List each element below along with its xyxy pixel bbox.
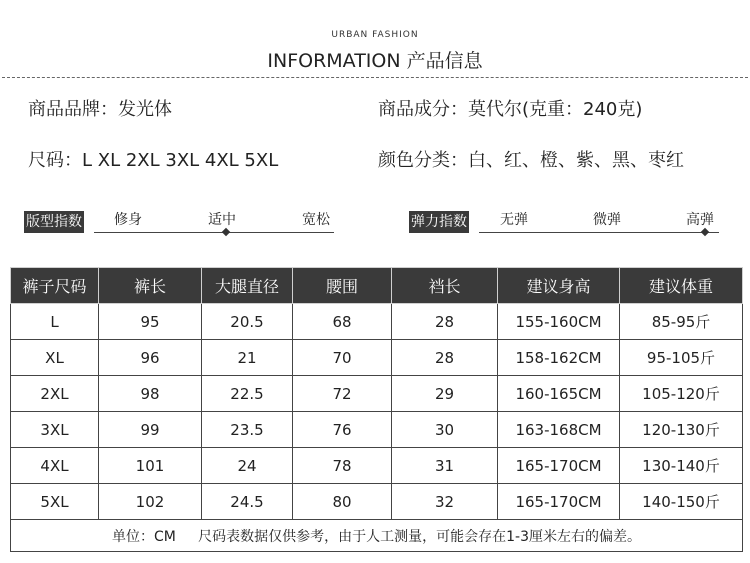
table-cell: 85-95斤 xyxy=(620,304,743,340)
column-header: 建议体重 xyxy=(620,268,743,304)
header-subtitle: URBAN FASHION xyxy=(331,30,419,40)
table-cell: 95 xyxy=(99,304,202,340)
table-cell: 68 xyxy=(293,304,392,340)
table-cell: 99 xyxy=(99,412,202,448)
table-row xyxy=(11,340,743,376)
table-cell: 72 xyxy=(293,376,392,412)
elastic-option-slight: 微弹 xyxy=(593,212,621,228)
table-cell: 30 xyxy=(392,412,498,448)
table-cell: 4XL xyxy=(11,448,99,484)
column-header: 裤长 xyxy=(99,268,202,304)
table-cell: 32 xyxy=(392,484,498,520)
table-header-row xyxy=(11,268,743,304)
column-header: 裤子尺码 xyxy=(11,268,99,304)
size-table xyxy=(10,267,743,552)
fit-selected-marker xyxy=(222,228,230,236)
table-cell: 20.5 xyxy=(202,304,293,340)
table-cell: 160-165CM xyxy=(498,376,620,412)
table-cell: 28 xyxy=(392,340,498,376)
table-note-row xyxy=(11,520,743,552)
elastic-scale-line xyxy=(479,232,719,233)
table-row xyxy=(11,484,743,520)
fit-option-regular: 适中 xyxy=(208,212,236,228)
table-cell: 70 xyxy=(293,340,392,376)
table-cell: 2XL xyxy=(11,376,99,412)
elastic-option-none: 无弹 xyxy=(500,212,528,228)
table-cell: 130-140斤 xyxy=(620,448,743,484)
info-brand: 商品品牌：发光体 xyxy=(28,99,172,120)
dashed-divider xyxy=(2,77,748,78)
table-cell: 165-170CM xyxy=(498,448,620,484)
info-sizes: 尺码：L XL 2XL 3XL 4XL 5XL xyxy=(28,150,279,171)
table-cell: 22.5 xyxy=(202,376,293,412)
fit-scale-line xyxy=(94,232,334,233)
elastic-scale-label: 弹力指数 xyxy=(409,211,469,233)
table-cell: 96 xyxy=(99,340,202,376)
table-cell: 95-105斤 xyxy=(620,340,743,376)
page-title: INFORMATION 产品信息 xyxy=(267,50,483,72)
info-material: 商品成分：莫代尔(克重：240克) xyxy=(378,99,643,120)
table-cell: 76 xyxy=(293,412,392,448)
table-cell: 80 xyxy=(293,484,392,520)
fit-option-slim: 修身 xyxy=(114,212,142,228)
table-cell: 120-130斤 xyxy=(620,412,743,448)
table-cell: 163-168CM xyxy=(498,412,620,448)
table-cell: 101 xyxy=(99,448,202,484)
table-cell: 78 xyxy=(293,448,392,484)
table-cell: 98 xyxy=(99,376,202,412)
table-cell: 105-120斤 xyxy=(620,376,743,412)
table-cell: 165-170CM xyxy=(498,484,620,520)
table-row xyxy=(11,412,743,448)
fit-option-loose: 宽松 xyxy=(302,212,330,228)
fit-scale-label: 版型指数 xyxy=(24,211,84,233)
column-header: 腰围 xyxy=(293,268,392,304)
table-cell: 28 xyxy=(392,304,498,340)
table-cell: 24.5 xyxy=(202,484,293,520)
table-cell: XL xyxy=(11,340,99,376)
info-colors: 颜色分类：白、红、橙、紫、黑、枣红 xyxy=(378,150,684,171)
table-cell: 23.5 xyxy=(202,412,293,448)
table-cell: 140-150斤 xyxy=(620,484,743,520)
table-cell: 21 xyxy=(202,340,293,376)
table-row xyxy=(11,448,743,484)
table-note: 单位：CM 尺码表数据仅供参考，由于人工测量，可能会存在1-3厘米左右的偏差。 xyxy=(11,520,743,552)
table-cell: 24 xyxy=(202,448,293,484)
table-cell: 155-160CM xyxy=(498,304,620,340)
table-cell: 158-162CM xyxy=(498,340,620,376)
elastic-selected-marker xyxy=(701,228,709,236)
table-cell: 31 xyxy=(392,448,498,484)
table-row xyxy=(11,376,743,412)
table-cell: 102 xyxy=(99,484,202,520)
table-cell: 29 xyxy=(392,376,498,412)
table-row xyxy=(11,304,743,340)
elastic-option-high: 高弹 xyxy=(686,212,714,228)
column-header: 裆长 xyxy=(392,268,498,304)
table-cell: L xyxy=(11,304,99,340)
table-cell: 5XL xyxy=(11,484,99,520)
column-header: 建议身高 xyxy=(498,268,620,304)
table-cell: 3XL xyxy=(11,412,99,448)
column-header: 大腿直径 xyxy=(202,268,293,304)
